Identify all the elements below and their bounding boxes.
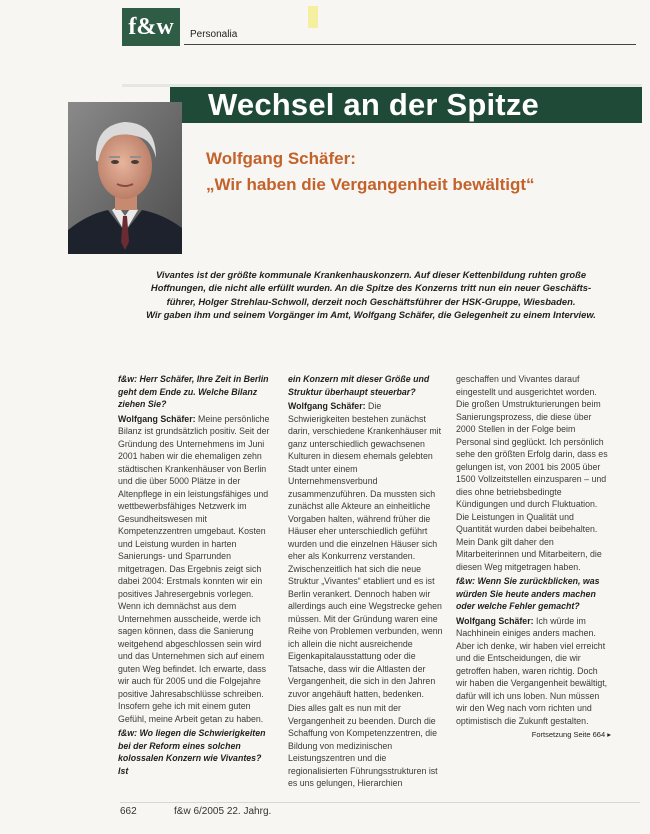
portrait-illustration [68, 102, 182, 254]
page-number: 662 [120, 806, 137, 817]
continued-reference: Fortsetzung Seite 664 ▸ [531, 730, 611, 739]
interview-question: f&w: Wo liegen die Schwierigkeiten bei der Reform eines solchen kolossalen Konzern wie Vivantes? Ist [118, 728, 266, 776]
title-band [170, 84, 642, 123]
header-rule [184, 44, 636, 45]
interviewee-name: Wolfgang Schäfer: [206, 149, 356, 168]
footer-rule [120, 802, 640, 803]
answer-speaker: Wolfgang Schäfer: [456, 615, 534, 626]
answer-speaker: Wolfgang Schäfer: [118, 413, 196, 424]
answer-text: Meine persönliche Bilanz ist grundsätzlich positiv. Seit der Gründung des Unternehmens im Juni 2001 haben wir die ehemaligen zehn städtischen Krankenhäuser von Berlin und die über 5000 Plätze in der Altenpflege in ein leistungsfähiges und wettbewerbsfähiges Netzwerk im Gesundheitswesen mit Kompetenzzentren umgebaut. Kosten und Leistung wurden in harten Sanierungs- und Sparrunden mitgetragen. Das Ergebnis zeigt sich dabei 2004: Erstmals konnten wir ein positives Jahresergebnis vorlegen. Wenn ich demnächst aus dem Unternehmen ausscheide, werde ich sagen können, dass die Sanierung weitgehend abgeschlossen sein wird und das Unternehmen sich auf einem guten Weg befindet. Ich erwarte, dass wir auch für 2005 und die Folgejahre positive Jahresabschlüsse schreiben. Insofern gehe ich mit einem guten Gefühl, meine Arbeit getan zu haben. [118, 413, 270, 724]
highlight-mark [308, 6, 318, 28]
answer-text: Dies alles galt es nun mit der Vergangenheit zu beenden. Durch die Schaffung von Kompetenzzentren, die Bildung von medizinischen Leistungszentren und die regionalisierten Führungsstrukturen ist es uns gelungen, Hierarchien [288, 703, 438, 788]
lead-paragraph [116, 268, 626, 321]
lead-line: führer, Holger Strehlau-Schwoll, derzeit noch Geschäftsführer der HSK-Gruppe, Wiesbaden. [166, 295, 576, 307]
lead-line: Vivantes ist der größte kommunale Krankenhauskonzern. Auf dieser Kettenbildung ruhten große [155, 269, 587, 280]
magazine-logo: f&w [122, 8, 180, 46]
interview-question: f&w: Herr Schäfer, Ihre Zeit in Berlin geht dem Ende zu. Welche Bilanz ziehen Sie? [118, 374, 269, 409]
answer-speaker: Wolfgang Schäfer: [288, 401, 366, 411]
section-rubric: Personalia [190, 29, 238, 40]
lead-line: Hoffnungen, die nicht alle erfüllt wurden. An die Spitze des Konzerns tritt nun ein neuer Geschäfts- [150, 282, 592, 294]
article-title: Wechsel an der Spitze [208, 87, 539, 122]
interview-question: f&w: Wenn Sie zurückblicken, was würden Sie heute anders machen oder welche Fehler gemacht? [456, 576, 600, 611]
text-column-3 [456, 373, 611, 744]
portrait-photo [68, 102, 182, 254]
answer-text: Ich würde im Nachhinein einiges anders machen. Aber ich denke, wir haben viel erreicht und die Entscheidungen, die wir getroffen haben, waren richtig. Doch wir haben die Vergangenheit bewältigt, dafür will ich uns loben. Nun müssen wir den Weg nach vorn richten und optimistisch die Zukunft gestalten. [456, 615, 608, 726]
issue-info: f&w 6/2005 22. Jahrg. [174, 806, 272, 817]
headline-quote: „Wir haben die Vergangenheit bewältigt“ [206, 175, 535, 194]
text-column-1 [118, 373, 273, 779]
text-column-2 [288, 373, 443, 792]
interview-question-continued: ein Konzern mit dieser Größe und Struktur überhaupt steuerbar? [288, 374, 430, 397]
lead-line: Wir gaben ihm und seinem Vorgänger im Amt, Wolfgang Schäfer, die Gelegenheit zu einem Interview. [146, 308, 596, 320]
answer-text: Die Schwierigkeiten bestehen zunächst darin, verschiedene Krankenhäuser mit ganz unterschiedlich gewachsenen Kulturen in diesem ehemals gelebten Stadt unter einem Unternehmensverbund zusammenzuführen. Da mussten sich zunächst alle Akteure an einheitliche Vorgaben halten, während früher die Häuser eher unterschiedlich geführt wurden und die einzelnen Häuser sich eher als Konkurrenz verstanden. Zwischenzeitlich hat sich die neue Struktur „Vivantes“ etabliert und es ist Berlin verankert. Dennoch haben wir allerdings auch eine Wegstrecke gehen müssen. Mit der Gründung waren eine Reihe von Problemen verbunden, wenn ich allein die nicht ausreichende Eigenkapitalausstattung oder die Tatsache, dass wir die Altlasten der Vergangenheit, die sich in den Jahren zuvor angehäuft hatten, bedenken. [288, 401, 443, 699]
answer-text-continued: geschaffen und Vivantes darauf eingestellt und ausgerichtet worden. Die großen Umstrukturierungen beim Sanierungsprozess, die diese über 2000 Stellen in der Folge beim Personal sind geglückt. Ich persönlich sehe den größten Erfolg darin, dass es gelungen ist, von 2001 bis 2005 über 1500 Vollzeitstellen einzusparen – und dies ohne betriebsbedingte Kündigungen und durch Fluktuation. Die Leistungen in Qualität und Quantität wurden dabei beibehalten. Mein Dank gilt daher den Mitarbeiterinnen und Mitarbeitern, die diesen Weg mitgetragen haben. [456, 374, 608, 572]
interview-answer [456, 615, 611, 742]
interview-answer [118, 413, 273, 726]
title-rule [122, 84, 170, 87]
interview-answer [288, 400, 443, 700]
